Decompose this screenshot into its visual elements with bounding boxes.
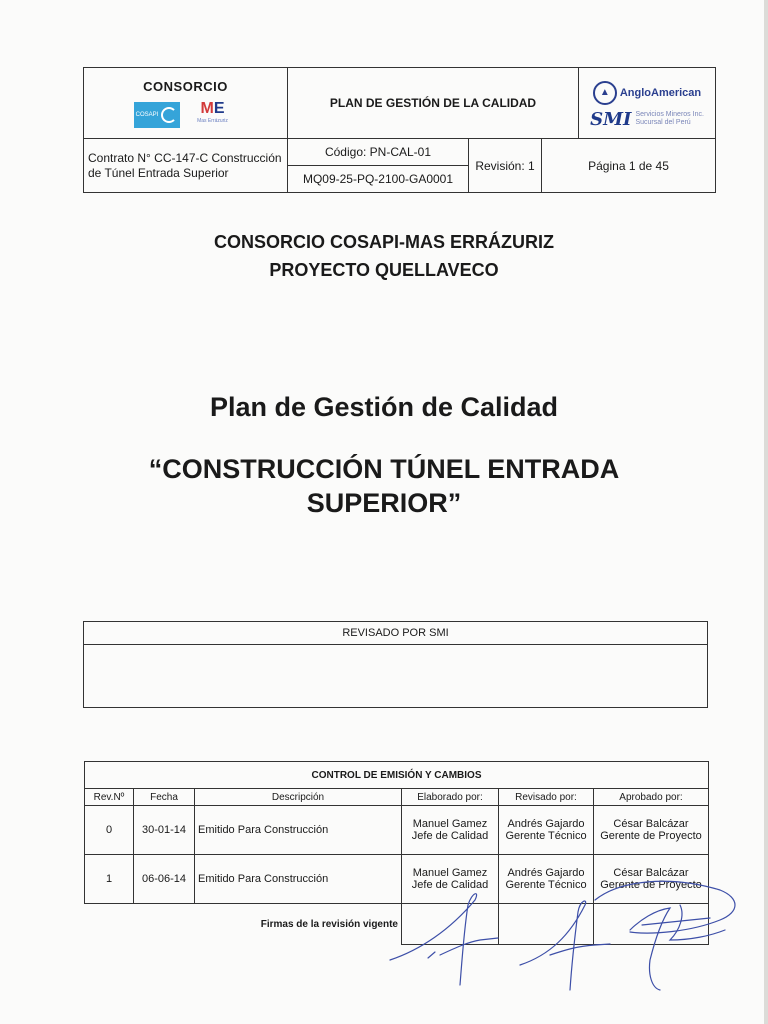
revision-cell: Revisión: 1 — [469, 139, 542, 193]
col-fecha: Fecha — [134, 789, 195, 806]
control-caption: CONTROL DE EMISIÓN Y CAMBIOS — [85, 762, 709, 789]
me-logo — [188, 100, 238, 130]
row-rev: 1 — [85, 855, 134, 904]
anglo-american-logo — [579, 81, 715, 105]
main-title: Plan de Gestión de Calidad — [209, 392, 559, 422]
row-aprob: César Balcázar Gerente de Proyecto — [594, 855, 709, 904]
col-descripcion: Descripción — [195, 789, 402, 806]
row-desc: Emitido Para Construcción — [195, 855, 402, 904]
quoted-title — [0, 452, 768, 520]
org-line2: PROYECTO QUELLAVECO — [269, 260, 499, 280]
me-logo-sub: Mas Errázuriz — [197, 117, 228, 124]
cosapi-ring-icon — [161, 107, 177, 123]
smi-mark: SMI — [590, 108, 632, 130]
smi-logo — [579, 109, 715, 130]
codigo-cell: Código: PN-CAL-01 — [288, 139, 469, 166]
row-revis: Andrés Gajardo Gerente Técnico — [499, 855, 594, 904]
firmas-label: Firmas de la revisión vigente — [85, 904, 402, 945]
anglo-logo-text: AngloAmerican — [619, 86, 702, 99]
anglo-triangle-icon: ▲ — [593, 81, 617, 105]
org-line1: CONSORCIO COSAPI-MAS ERRÁZURIZ — [213, 232, 554, 252]
col-rev: Rev.Nº — [85, 789, 134, 806]
contrato-cell: Contrato N° CC-147-C Construcción de Túnel Entrada Superior — [84, 139, 288, 193]
doc-number-cell: MQ09-25-PQ-2100-GA0001 — [288, 166, 469, 193]
row-aprob: César Balcázar Gerente de Proyecto — [594, 806, 709, 855]
revisado-label: REVISADO POR SMI — [84, 622, 707, 645]
me-logo-m: M — [200, 99, 214, 117]
quoted-title-line1: “CONSTRUCCIÓN TÚNEL ENTRADA — [148, 454, 620, 484]
cosapi-logo-text: COSAPI — [135, 111, 159, 118]
consorcio-label: CONSORCIO — [143, 78, 228, 94]
row-elab: Manuel Gamez Jefe de Calidad — [402, 855, 499, 904]
col-aprobado: Aprobado por: — [594, 789, 709, 806]
col-elaborado: Elaborado por: — [402, 789, 499, 806]
revisado-box — [83, 621, 708, 708]
col-revisado: Revisado por: — [499, 789, 594, 806]
quoted-title-line2: SUPERIOR” — [306, 488, 462, 518]
row-fecha: 06-06-14 — [134, 855, 195, 904]
pagina-cell: Página 1 de 45 — [542, 139, 716, 193]
row-desc: Emitido Para Construcción — [195, 806, 402, 855]
handwritten-signatures — [380, 860, 750, 995]
me-logo-e: E — [213, 99, 225, 117]
row-fecha: 30-01-14 — [134, 806, 195, 855]
table-row — [85, 806, 709, 855]
smi-line2: Sucursal del Perú — [635, 119, 691, 126]
row-elab: Manuel Gamez Jefe de Calidad — [402, 806, 499, 855]
smi-line1: Servicios Mineros Inc. — [635, 111, 704, 118]
consortium-logo-cell — [84, 68, 288, 139]
document-title: PLAN DE GESTIÓN DE LA CALIDAD — [288, 68, 579, 139]
row-rev: 0 — [85, 806, 134, 855]
client-logo-cell — [579, 68, 716, 139]
cosapi-logo — [134, 102, 180, 128]
row-revis: Andrés Gajardo Gerente Técnico — [499, 806, 594, 855]
header-table — [83, 67, 716, 193]
